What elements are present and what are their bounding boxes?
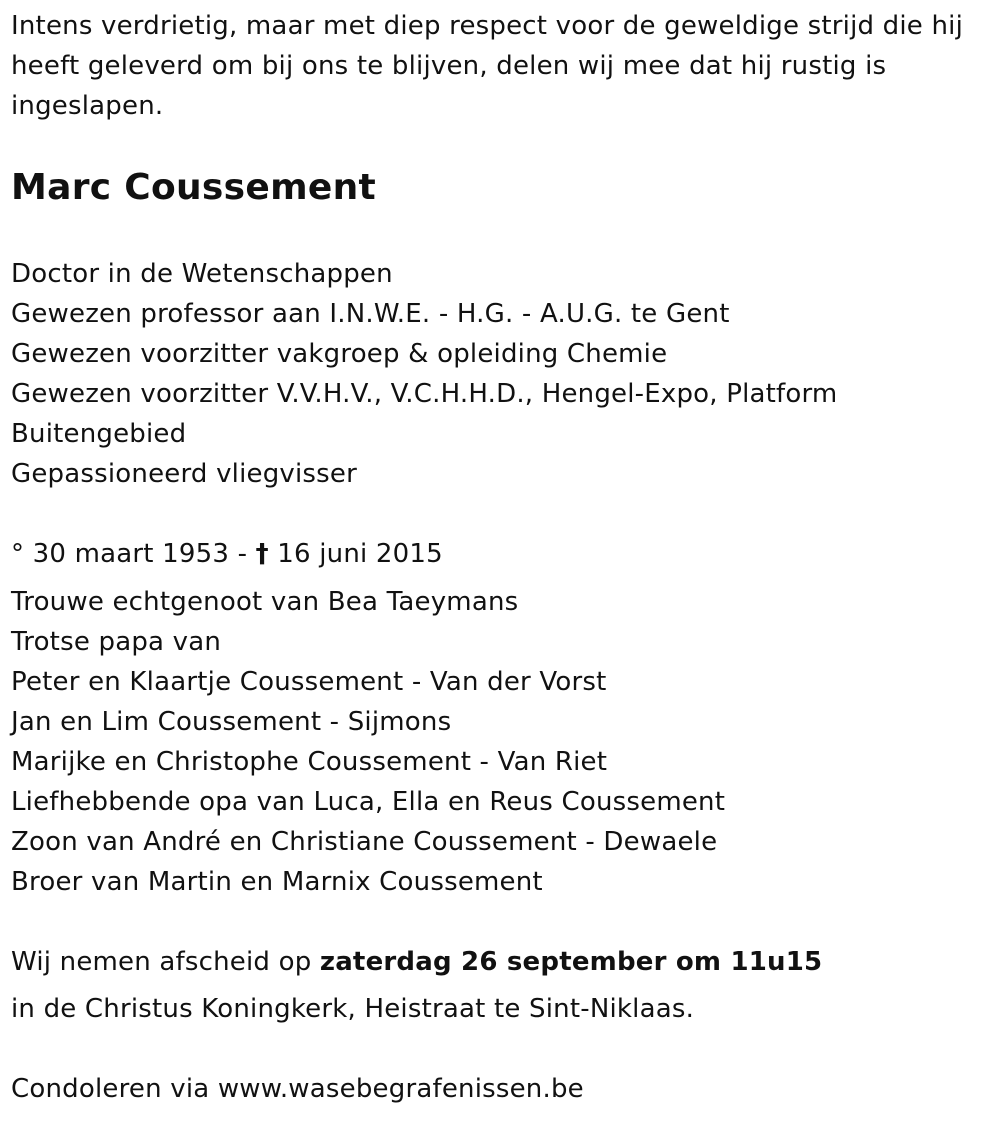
family-line: Jan en Lim Coussement - Sijmons bbox=[11, 707, 452, 737]
family-line: Broer van Martin en Marnix Coussement bbox=[11, 867, 543, 897]
intro-line: ingeslapen. bbox=[11, 91, 164, 121]
title-line: Gewezen professor aan I.N.W.E. - H.G. - A.U.G. te Gent bbox=[11, 299, 730, 329]
family-line: Peter en Klaartje Coussement - Van der Vorst bbox=[11, 667, 607, 697]
cross-icon: † bbox=[255, 539, 269, 569]
family-line: Zoon van André en Christiane Coussement - Dewaele bbox=[11, 827, 718, 857]
life-dates bbox=[11, 534, 991, 574]
family-line: Trouwe echtgenoot van Bea Taeymans bbox=[11, 587, 519, 617]
ceremony-datetime: zaterdag 26 september om 11u15 bbox=[319, 947, 823, 977]
title-line: Buitengebied bbox=[11, 419, 187, 449]
ceremony-prefix: Wij nemen afscheid op bbox=[11, 947, 320, 977]
title-line: Doctor in de Wetenschappen bbox=[11, 259, 393, 289]
obituary bbox=[11, 6, 991, 1109]
birth-date: ° 30 maart 1953 - bbox=[11, 539, 256, 569]
intro-line: Intens verdrietig, maar met diep respect voor de geweldige strijd die hij bbox=[11, 11, 963, 41]
title-line: Gewezen voorzitter vakgroep & opleiding Chemie bbox=[11, 339, 668, 369]
ceremony-location: in de Christus Koningkerk, Heistraat te Sint-Niklaas. bbox=[11, 994, 695, 1024]
ceremony-date bbox=[11, 942, 991, 982]
title-line: Gepassioneerd vliegvisser bbox=[11, 459, 357, 489]
title-line: Gewezen voorzitter V.V.H.V., V.C.H.H.D., Hengel-Expo, Platform bbox=[11, 379, 838, 409]
intro-text bbox=[11, 6, 991, 126]
death-date: 16 juni 2015 bbox=[268, 539, 443, 569]
family-list bbox=[11, 582, 991, 902]
family-line: Marijke en Christophe Coussement - Van Riet bbox=[11, 747, 608, 777]
family-line: Liefhebbende opa van Luca, Ella en Reus Coussement bbox=[11, 787, 726, 817]
titles-list bbox=[11, 254, 991, 494]
deceased-name: Marc Coussement bbox=[11, 167, 377, 208]
intro-line: heeft geleverd om bij ons te blijven, delen wij mee dat hij rustig is bbox=[11, 51, 887, 81]
family-line: Trotse papa van bbox=[11, 627, 222, 657]
condolence-link[interactable]: Condoleren via www.wasebegrafenissen.be bbox=[11, 1074, 584, 1104]
